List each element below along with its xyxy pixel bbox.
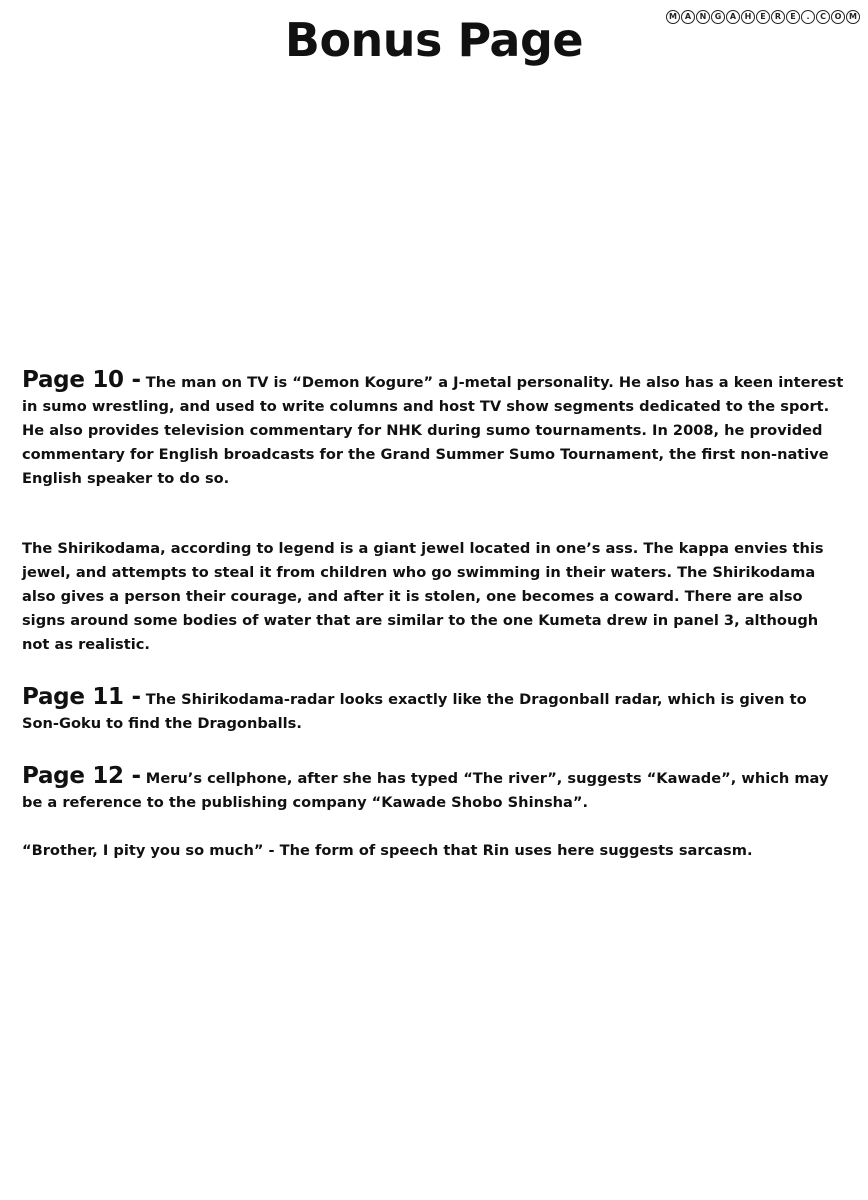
page-label: Page 11 - [22,684,141,710]
watermark-letter: M [846,10,860,24]
watermark-letter: . [801,10,815,24]
watermark-letter: A [726,10,740,24]
note-shirikodama [22,537,848,657]
watermark-letter: E [786,10,800,24]
watermark-letter: G [711,10,725,24]
note-text: The Shirikodama, according to legend is a giant jewel located in one’s ass. The kappa envies this jewel, and attempts to steal it from children who go swimming in their waters. The Shirikodama also gives a person their courage, and after it is stolen, one becomes a coward. There are also signs around some bodies of water that are similar to the one Kumeta drew in panel 3, although not as realistic. [22,540,824,653]
note-text: Meru’s cellphone, after she has typed “The river”, suggests “Kawade”, which may be a reference to the publishing company “Kawade Shobo Shinsha”. [22,770,829,811]
watermark-letter: E [756,10,770,24]
note-text: “Brother, I pity you so much” - The form of speech that Rin uses here suggests sarcasm. [22,842,753,859]
watermark-letter: H [741,10,755,24]
note-page-12 [22,764,848,815]
watermark-letter: C [816,10,830,24]
watermark-letter: R [771,10,785,24]
watermark-logo [666,10,860,24]
note-page-11 [22,685,848,736]
page-title: Bonus Page [284,13,584,67]
watermark-letter: A [681,10,695,24]
page-label: Page 12 - [22,763,141,789]
watermark-letter: M [666,10,680,24]
page-label: Page 10 - [22,367,141,393]
watermark-letter: O [831,10,845,24]
note-page-10 [22,368,848,491]
note-brother-quote [22,839,848,863]
note-text: The Shirikodama-radar looks exactly like the Dragonball radar, which is given to Son-Goku to find the Dragonballs. [22,691,807,732]
watermark-letter: N [696,10,710,24]
notes-body [22,368,848,863]
note-text: The man on TV is “Demon Kogure” a J-metal personality. He also has a keen interest in sumo wrestling, and used to write columns and host TV show segments dedicated to the sport. He also provides television commentary for NHK during sumo tournaments. In 2008, he provided commentary for English broadcasts for the Grand Summer Sumo Tournament, the first non-native English speaker to do so. [22,374,844,487]
